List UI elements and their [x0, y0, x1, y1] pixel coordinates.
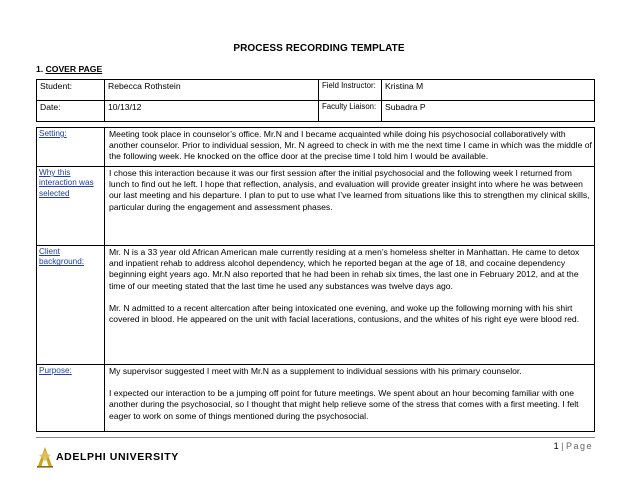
table-row [37, 167, 595, 246]
footer-divider [36, 437, 595, 438]
faculty-liaison-label: Faculty Liaison: [319, 101, 382, 122]
university-logo [36, 446, 179, 468]
why-paragraph: I chose this interaction because it was our first session after the initial psychosocial and the following week I returned from lunch to find out he left. I hope that reflection, analysis, and evaluation will provide greater insight into where he was between our last meeting and his departure. I plan to put to use what I’ve learned from situations like this to strengthen my clinical skills, particular during the engagement and assessment phases. [109, 168, 590, 212]
table-row [37, 128, 595, 167]
section-number: 1. [36, 64, 44, 74]
client-background-label: Client background: [37, 246, 105, 365]
client-paragraph-1: Mr. N is a 33 year old African American male currently residing at a men’s homeless shelter in Manhattan. He came to detox and inpatient rehab to address alcohol dependency, which he reported began at the age of 18, and cocaine dependency beginning eight years ago. Mr.N also reported that he had been in rehab six times, the last one in February 2012, and at the time of our meeting stated that the last time he used any substances was twelve days ago. [109, 247, 580, 291]
faculty-liaison-value: Subadra P [382, 101, 595, 122]
setting-paragraph: Meeting took place in counselor’s office. Mr.N and I became acquainted while doing his psychosocial collaboratively with another counselor. Prior to individual session, Mr. N agreed to check in with me the next time I came in which was the middle of the following week. He knocked on the office door at the precise time I told him I would be available. [109, 129, 592, 162]
page-number [554, 441, 593, 451]
purpose-paragraph-1: My supervisor suggested I meet with Mr.N as a supplement to individual sessions with his primary counselor. [109, 366, 522, 376]
date-label: Date: [37, 101, 105, 122]
page-title: PROCESS RECORDING TEMPLATE [233, 43, 405, 54]
page-number-value: 1 [553, 441, 559, 451]
client-paragraph-2: Mr. N admitted to a recent altercation after being intoxicated one evening, and woke up the following morning with his shirt covered in blood. He appeared on the unit with facial lacerations, contusions, and the whites of his right eye were blood red. [109, 302, 580, 325]
section-title: COVER PAGE [45, 64, 103, 74]
setting-label: Setting: [37, 128, 105, 167]
recording-table [36, 127, 595, 432]
client-background-text [105, 246, 595, 365]
purpose-text [105, 365, 595, 432]
page-word: Page [565, 441, 593, 451]
table-row [37, 365, 595, 432]
adelphi-logo-icon [36, 446, 54, 468]
table-row [37, 246, 595, 365]
purpose-paragraph-2: I expected our interaction to be a jumping off point for future meetings. We spent about an hour becoming familiar with one another during the psychosocial, so I thought that might help relieve some of the stress that comes with a first meeting. I felt eager to work on some of things mentioned during the psychosocial. [109, 388, 579, 421]
student-label: Student: [37, 80, 105, 101]
date-value: 10/13/12 [105, 101, 319, 122]
field-instructor-label: Field Instructor: [319, 80, 382, 101]
page-separator: | [561, 441, 564, 451]
why-selected-text [105, 167, 595, 246]
setting-text [105, 128, 595, 167]
why-selected-label: Why this interaction was selected [37, 167, 105, 246]
purpose-label: Purpose: [37, 365, 105, 432]
student-value: Rebecca Rothstein [105, 80, 319, 101]
logo-text: ADELPHI UNIVERSITY [56, 451, 179, 463]
field-instructor-value: Kristina M [382, 80, 595, 101]
